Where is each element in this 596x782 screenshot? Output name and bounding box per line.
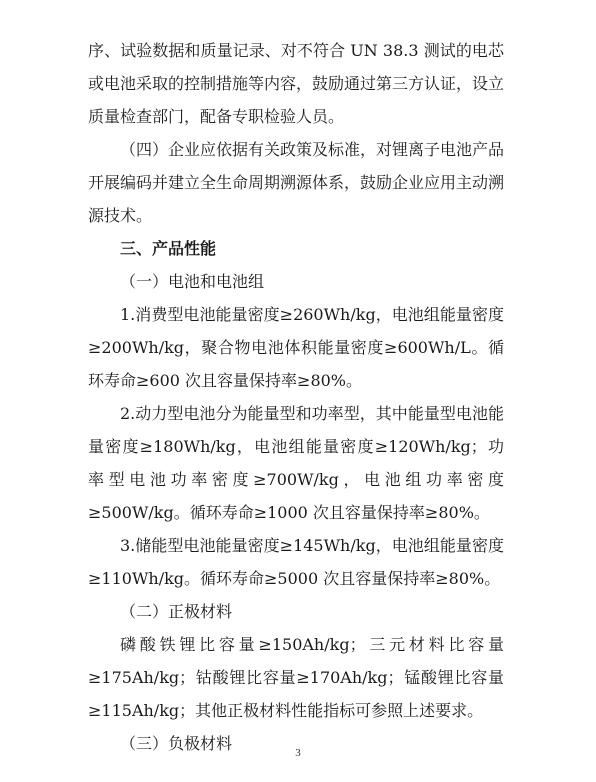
- document-body: [88, 34, 504, 760]
- section-heading-product-performance: 三、产品性能: [120, 239, 217, 258]
- paragraph-power-battery: 2.动力型电池分为能量型和功率型，其中能量型电池能量密度≥180Wh/kg，电池组能量密度≥120Wh/kg；功率型电池功率密度≥700W/kg，电池组功率密度≥500W/kg。循环寿命≥1000 次且容量保持率≥80%。: [88, 404, 504, 522]
- subsection-heading-batteries: （一）电池和电池组: [120, 272, 265, 291]
- page-number: 3: [295, 747, 301, 759]
- paragraph-traceability: （四）企业应依据有关政策及标准，对锂离子电池产品开展编码并建立全生命周期溯源体系，鼓励企业应用主动溯源技术。: [88, 140, 505, 225]
- paragraph-cathode-materials: 磷酸铁锂比容量≥150Ah/kg；三元材料比容量≥175Ah/kg；钴酸锂比容量≥170Ah/kg；锰酸锂比容量≥115Ah/kg；其他正极材料性能指标可参照上述要求。: [88, 635, 504, 720]
- subsection-heading-cathode: （二）正极材料: [120, 602, 233, 621]
- subsection-heading-anode: （三）负极材料: [120, 734, 233, 753]
- paragraph-storage-battery: 3.储能型电池能量密度≥145Wh/kg，电池组能量密度≥110Wh/kg。循环寿命≥5000 次且容量保持率≥80%。: [88, 536, 504, 588]
- paragraph-consumer-battery: 1.消费型电池能量密度≥260Wh/kg，电池组能量密度≥200Wh/kg，聚合物电池体积能量密度≥600Wh/L。循环寿命≥600 次且容量保持率≥80%。: [88, 305, 504, 390]
- paragraph-continuation: 序、试验数据和质量记录、对不符合 UN 38.3 测试的电芯或电池采取的控制措施等内容，鼓励通过第三方认证，设立质量检查部门，配备专职检验人员。: [88, 41, 505, 126]
